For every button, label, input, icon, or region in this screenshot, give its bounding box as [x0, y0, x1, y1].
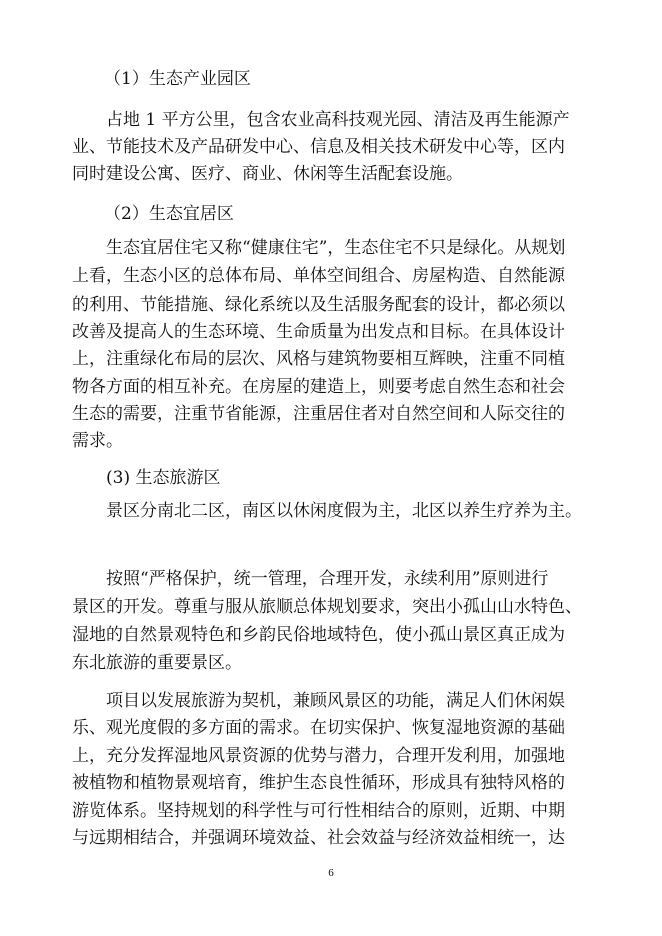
paragraph-line: 东北旅游的重要景区。 — [72, 653, 242, 673]
paragraph-line: 乐、观光度假的多方面的需求。在切实保护、恢复湿地资源的基础 — [72, 718, 565, 738]
paragraph-line: 改善及提高人的生态环境、生命质量为出发点和目标。在具体设计 — [72, 322, 565, 342]
paragraph-line: 上，注重绿化布局的层次、风格与建筑物要相互辉映，注重不同植 — [72, 349, 565, 369]
paragraph-line: 游览体系。坚持规划的科学性与可行性相结合的原则，近期、中期 — [72, 801, 565, 821]
paragraph-line: 景区的开发。尊重与服从旅顺总体规划要求，突出小孤山山水特色、 — [72, 597, 582, 617]
section-heading: （1）生态产业园区 — [104, 69, 251, 89]
paragraph-line: 业、节能技术及产品研发中心、信息及相关技术研发中心等，区内 — [72, 137, 565, 157]
paragraph-line: 同时建设公寓、医疗、商业、休闲等生活配套设施。 — [72, 164, 463, 184]
paragraph-line: 景区分南北二区，南区以休闲度假为主，北区以养生疗养为主。 — [106, 501, 582, 521]
section-heading: (3) 生态旅游区 — [106, 468, 221, 488]
paragraph-line: 的利用、节能措施、绿化系统以及生活服务配套的设计，都必须以 — [72, 295, 565, 315]
paragraph-line: 生态的需要，注重节省能源，注重居住者对自然空间和人际交往的 — [72, 404, 565, 424]
paragraph-line: 上看，生态小区的总体布局、单体空间组合、房屋构造、自然能源 — [72, 266, 565, 286]
paragraph-line: 被植物和植物景观培育，维护生态良性循环，形成具有独特风格的 — [72, 773, 565, 793]
paragraph-line: 按照“严格保护，统一管理，合理开发，永续利用”原则进行 — [106, 569, 549, 589]
paragraph-line: 生态宜居住宅又称“健康住宅”，生态住宅不只是绿化。从规划 — [106, 238, 566, 258]
section-heading: （2）生态宜居区 — [104, 204, 234, 224]
paragraph-line: 物各方面的相互补充。在房屋的建造上，则要考虑自然生态和社会 — [72, 377, 565, 397]
paragraph-line: 项目以发展旅游为契机，兼顾风景区的功能，满足人们休闲娱 — [106, 691, 565, 711]
paragraph-line: 占地 1 平方公里，包含农业高科技观光园、清洁及再生能源产 — [106, 110, 570, 130]
paragraph-line: 需求。 — [72, 431, 123, 451]
paragraph-line: 上，充分发挥湿地风景资源的优势与潜力，合理开发利用，加强地 — [72, 746, 565, 766]
paragraph-line: 与远期相结合，并强调环境效益、社会效益与经济效益相统一，达 — [72, 828, 565, 848]
paragraph-line: 湿地的自然景观特色和乡韵民俗地域特色，使小孤山景区真正成为 — [72, 625, 565, 645]
page-number: 6 — [328, 867, 334, 879]
